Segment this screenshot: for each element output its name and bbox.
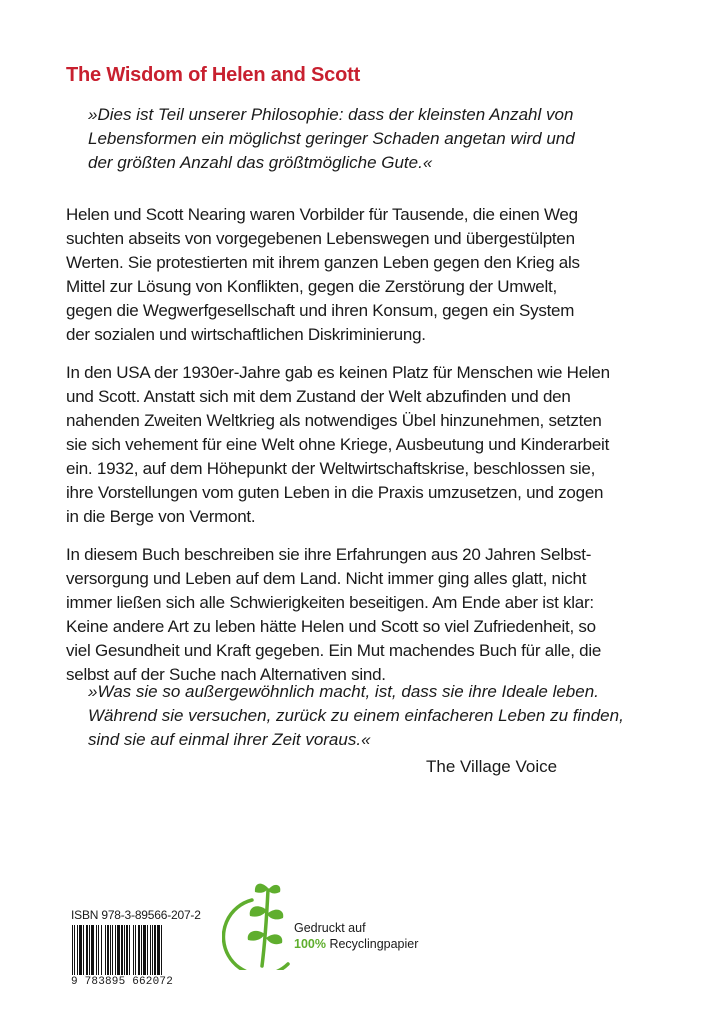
text-line: selbst auf der Suche nach Alternativen sind. [66, 665, 386, 684]
eco-label-text [294, 920, 418, 952]
quote-line: »Dies ist Teil unserer Philosophie: dass der kleinsten Anzahl von [88, 105, 574, 124]
text-line: und Scott. Anstatt sich mit dem Zustand der Welt abzufinden und den [66, 387, 571, 406]
quote-attribution: The Village Voice [426, 757, 558, 776]
text-line: In den USA der 1930er-Jahre gab es keinen Platz für Menschen wie Helen [66, 363, 610, 382]
barcode-digits: 9 783895 662072 [71, 976, 174, 988]
text-line: in die Berge von Vermont. [66, 507, 256, 526]
paragraph-1 [66, 203, 666, 347]
barcode-icon [71, 925, 195, 975]
text-line: suchten abseits von vorgegebenen Lebenswegen und übergestülpten [66, 229, 575, 248]
book-title: The Wisdom of Helen and Scott [66, 64, 361, 86]
text-line: ein. 1932, auf dem Höhepunkt der Weltwirtschaftskrise, beschlossen sie, [66, 459, 596, 478]
text-line: nahenden Zweiten Weltkrieg als notwendiges Übel hinzunehmen, setzten [66, 411, 602, 430]
isbn-label: ISBN 978-3-89566-207-2 [71, 908, 201, 922]
quote-bottom [88, 680, 648, 752]
text-line: viel Gesundheit und Kraft gegeben. Ein Mut machendes Buch für alle, die [66, 641, 602, 660]
text-line: der sozialen und wirtschaftlichen Diskriminierung. [66, 325, 426, 344]
quote-line: Lebensformen ein möglichst geringer Schaden angetan wird und [88, 129, 575, 148]
blurb-body [66, 203, 666, 701]
quote-line: »Was sie so außergewöhnlich macht, ist, dass sie ihre Ideale leben. [88, 682, 599, 701]
text-line: gegen die Wegwerfgesellschaft und ihren Konsum, gegen ein System [66, 301, 575, 320]
quote-top [88, 103, 648, 175]
text-line: immer ließen sich alle Schwierigkeiten beseitigen. Am Ende aber ist klar: [66, 593, 594, 612]
text-line: Mittel zur Lösung von Konflikten, gegen die Zerstörung der Umwelt, [66, 277, 557, 296]
quote-line: der größten Anzahl das größtmögliche Gute.« [88, 153, 433, 172]
paragraph-3 [66, 543, 666, 687]
text-line: In diesem Buch beschreiben sie ihre Erfahrungen aus 20 Jahren Selbst- [66, 545, 592, 564]
quote-line: Während sie versuchen, zurück zu einem einfacheren Leben zu finden, [88, 706, 624, 725]
eco-line-2-rest: Recyclingpapier [325, 937, 419, 951]
text-line: sie sich vehement für eine Welt ohne Kriege, Ausbeutung und Kinderarbeit [66, 435, 610, 454]
isbn-block [71, 908, 201, 988]
text-line: Helen und Scott Nearing waren Vorbilder für Tausende, die einen Weg [66, 205, 578, 224]
eco-line-1: Gedruckt auf [294, 921, 366, 935]
text-line: Werten. Sie protestierten mit ihrem ganzen Leben gegen den Krieg als [66, 253, 580, 272]
quote-line: sind sie auf einmal ihrer Zeit voraus.« [88, 730, 371, 749]
text-line: Keine andere Art zu leben hätte Helen und Scott so viel Zufriedenheit, so [66, 617, 596, 636]
eco-line-2 [294, 936, 418, 952]
text-line: ihre Vorstellungen vom guten Leben in die Praxis umzusetzen, und zogen [66, 483, 604, 502]
paragraph-2 [66, 361, 666, 529]
text-line: versorgung und Leben auf dem Land. Nicht immer ging alles glatt, nicht [66, 569, 587, 588]
eco-percent: 100% [294, 937, 326, 951]
